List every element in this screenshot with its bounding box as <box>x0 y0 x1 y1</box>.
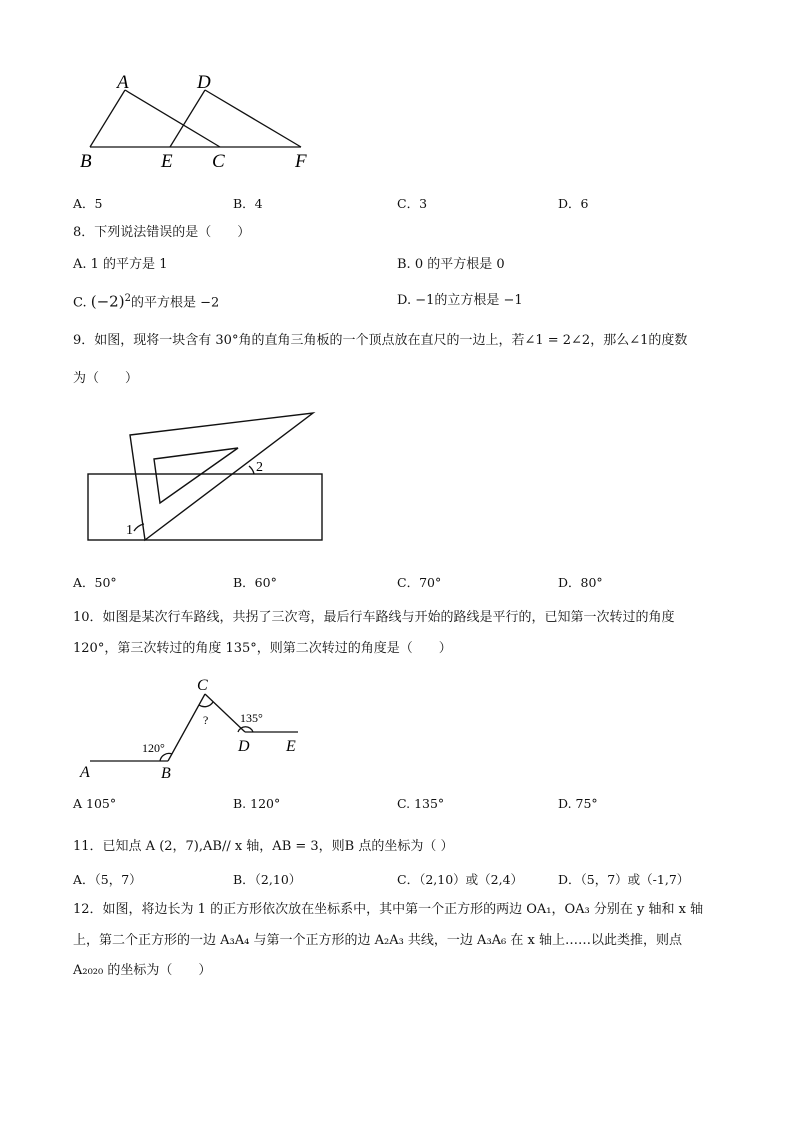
q8-option-a[interactable]: A. 1 的平方是 1 <box>73 257 168 272</box>
q12-line2: 上，第二个正方形的一边 A₃A₄ 与第一个正方形的边 A₂A₃ 共线，一边 A₃A₆ 在 x 轴上……以此类推，则点 <box>73 933 682 948</box>
q12-line3: A₂₀₂₀ 的坐标为（ ） <box>73 963 212 978</box>
q7-label-b: B <box>80 151 92 172</box>
q8-option-d[interactable]: D. −1的立方根是 −1 <box>397 293 523 308</box>
q10-label-120: 120° <box>142 741 165 755</box>
q10-option-c[interactable]: C. 135° <box>397 796 445 811</box>
q11-option-a[interactable]: A．（5，7） <box>73 872 142 887</box>
q10-label-135: 135° <box>240 711 263 725</box>
q7-figure <box>80 70 330 180</box>
q10-stem-line1: 10．如图是某次行车路线，共拐了三次弯，最后行车路线与开始的路线是平行的，已知第一次转过的角度 <box>73 610 675 625</box>
q8-stem: 8．下列说法错误的是（ ） <box>73 225 251 240</box>
q7-label-a: A <box>117 72 129 93</box>
q9-angle2-label: 2 <box>256 460 263 475</box>
q10-label-b: B <box>161 765 171 782</box>
q9-option-b[interactable]: B．60° <box>233 575 277 590</box>
q10-label-question: ? <box>203 713 209 727</box>
q12-line1: 12．如图，将边长为 1 的正方形依次放在坐标系中，其中第一个正方形的两边 OA₁，OA₃ 分别在 y 轴和 x 轴 <box>73 902 704 917</box>
q7-label-c: C <box>212 151 225 172</box>
q7-label-d: D <box>197 72 211 93</box>
q7-option-b[interactable]: B．4 <box>233 196 263 211</box>
q9-stem-line2: 为（ ） <box>73 371 139 386</box>
q11-option-b[interactable]: B．（2,10） <box>233 872 302 887</box>
q8-option-b[interactable]: B. 0 的平方根是 0 <box>397 257 505 272</box>
q11-option-d[interactable]: D．（5，7）或（-1,7） <box>558 872 690 887</box>
q10-label-e: E <box>286 738 296 755</box>
q11-option-c[interactable]: C．（2,10）或（2,4） <box>397 872 524 887</box>
q10-stem-line2: 120°，第三次转过的角度 135°，则第二次转过的角度是（ ） <box>73 641 452 656</box>
q9-stem-line1: 9．如图，现将一块含有 30°角的直角三角板的一个顶点放在直尺的一边上，若∠1 = 2∠2，那么∠1的度数 <box>73 333 688 348</box>
q11-stem: 11．已知点 A (2，7),AB// x 轴，AB = 3，则B 点的坐标为（ ） <box>73 839 454 854</box>
q8-option-c-exp: 2 <box>124 293 131 304</box>
q10-option-b[interactable]: B. 120° <box>233 796 281 811</box>
q9-figure <box>80 405 340 555</box>
q10-option-a[interactable]: A 105° <box>73 796 117 811</box>
q10-option-d[interactable]: D. 75° <box>558 796 598 811</box>
q7-option-d[interactable]: D．6 <box>558 196 589 211</box>
q7-option-c[interactable]: C．3 <box>397 196 428 211</box>
q9-option-d[interactable]: D．80° <box>558 575 603 590</box>
q10-label-a: A <box>80 764 90 781</box>
q9-option-c[interactable]: C．70° <box>397 575 442 590</box>
q9-angle1-label: 1 <box>126 523 133 538</box>
q8-option-c-prefix: C. <box>73 295 91 311</box>
q10-label-c: C <box>197 677 208 694</box>
q7-label-e: E <box>161 151 173 172</box>
q8-option-c[interactable] <box>73 291 219 311</box>
q10-figure <box>78 672 318 784</box>
q9-option-a[interactable]: A．50° <box>73 575 117 590</box>
q10-label-d: D <box>238 738 250 755</box>
q7-label-f: F <box>295 151 307 172</box>
q7-option-a[interactable]: A．5 <box>73 196 103 211</box>
q8-option-c-expr: (−2) <box>90 292 125 311</box>
q8-option-c-suffix: 的平方根是 −2 <box>130 295 220 311</box>
